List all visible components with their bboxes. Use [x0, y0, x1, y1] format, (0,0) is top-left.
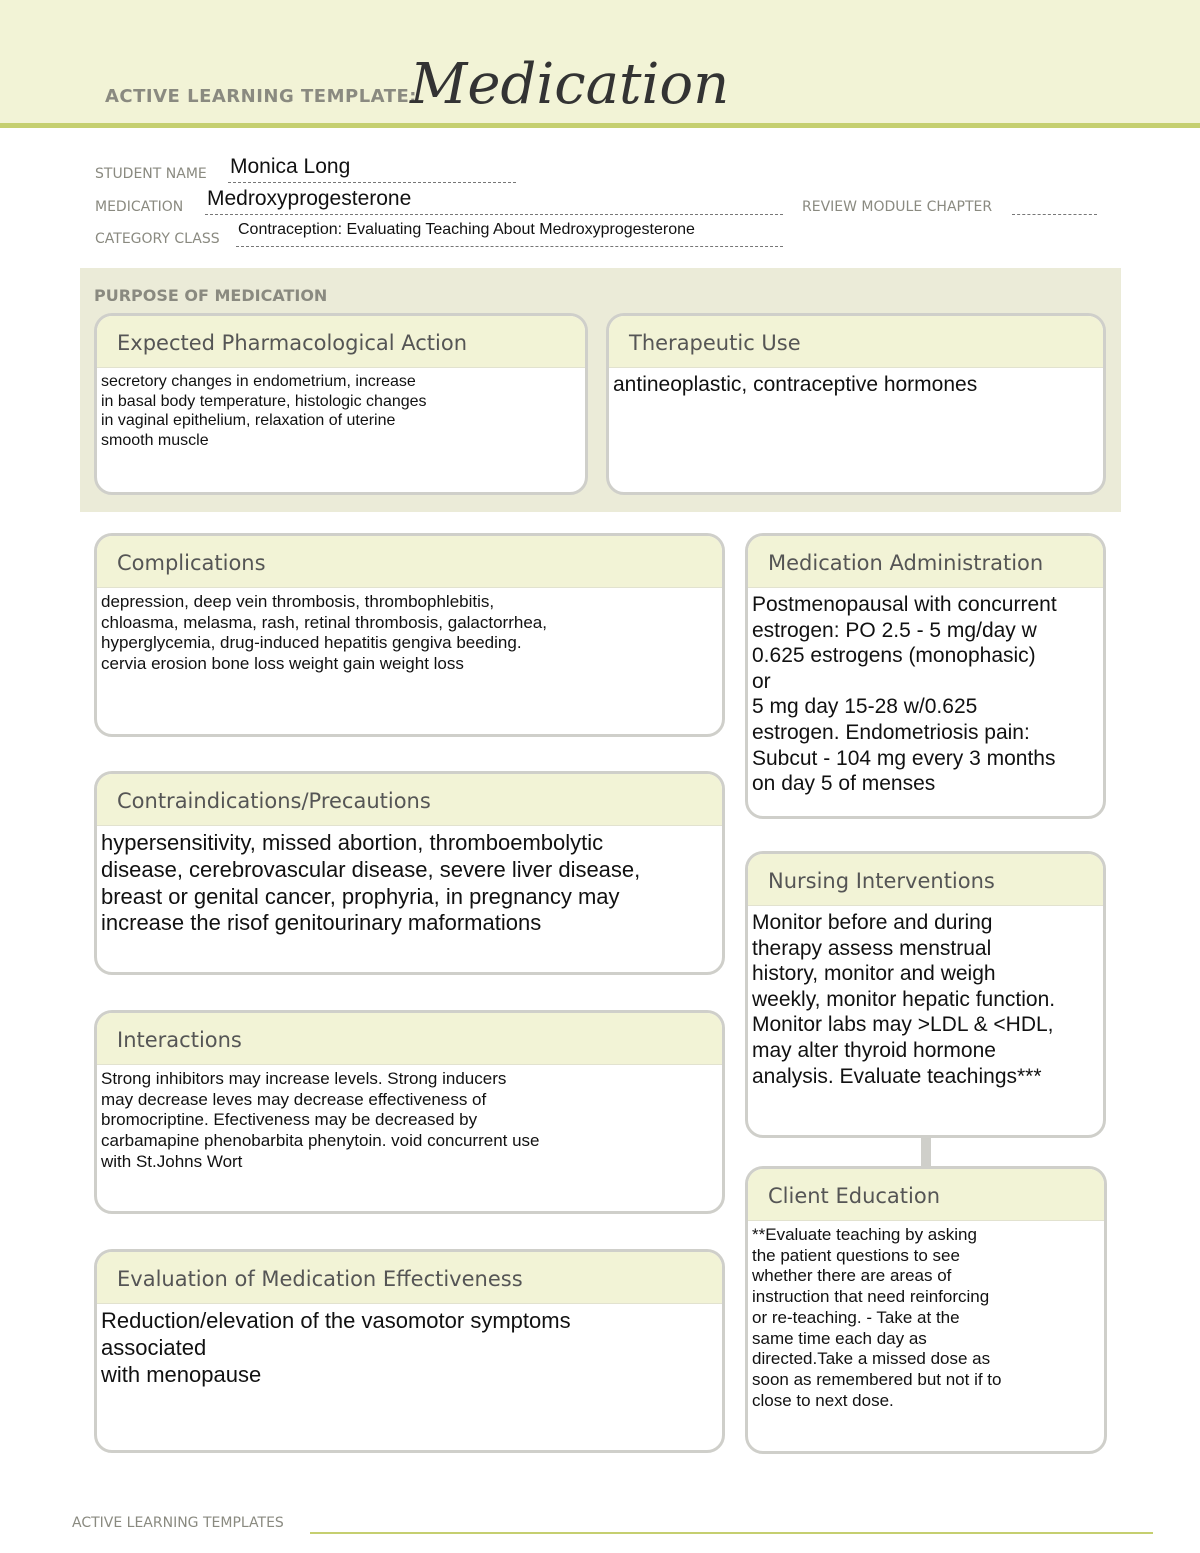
box-connector	[921, 1136, 931, 1168]
client-education-box	[745, 1166, 1107, 1454]
therapeutic-use-box	[606, 313, 1106, 495]
therapeutic-use-title: Therapeutic Use	[609, 316, 1103, 368]
interactions-box	[94, 1010, 725, 1214]
review-module-label: REVIEW MODULE CHAPTER	[802, 199, 993, 215]
category-class-label: CATEGORY CLASS	[95, 231, 220, 247]
evaluation-title: Evaluation of Medication Effectiveness	[97, 1252, 722, 1304]
administration-text[interactable]: Postmenopausal with concurrent estrogen: PO 2.5 - 5 mg/day w 0.625 estrogens (monophasic) or 5 mg day 15-28 w/0.625 estrogen. Endometriosis pain: Subcut - 104 mg every 3 months on day 5 of menses	[752, 593, 1057, 796]
student-name-label: STUDENT NAME	[95, 166, 207, 182]
expected-action-text[interactable]: secretory changes in endometrium, increase in basal body temperature, histologic changes in vaginal epithelium, relaxation of uterine smooth muscle	[101, 373, 427, 449]
template-title: Medication	[410, 52, 730, 117]
interactions-title: Interactions	[97, 1013, 722, 1065]
medication-label: MEDICATION	[95, 199, 184, 215]
client-education-text[interactable]: **Evaluate teaching by asking the patient questions to see whether there are areas of instruction that need reinforcing or re-teaching. - Take at the same time each day as directed.Take a missed dose as soon as remembered but not if to close to next dose.	[752, 1225, 1002, 1410]
interactions-text[interactable]: Strong inhibitors may increase levels. Strong inducers may decrease leves may decrease effectiveness of bromocriptine. Efectiveness may be decreased by carbamapine phenobarbita phenytoin. void concurrent use with St.Johns Wort	[101, 1069, 540, 1171]
header-rule	[0, 123, 1200, 128]
template-label: ACTIVE LEARNING TEMPLATE:	[105, 86, 417, 107]
medication-line	[205, 214, 783, 215]
contraindications-text[interactable]: hypersensitivity, missed abortion, thromboembolytic disease, cerebrovascular disease, severe liver disease, breast or genital cancer, prophyria, in pregnancy may increase the risof genitourinary maformations	[101, 830, 641, 936]
purpose-title: PURPOSE OF MEDICATION	[94, 286, 328, 305]
contraindications-title: Contraindications/Precautions	[97, 774, 722, 826]
administration-title: Medication Administration	[748, 536, 1103, 588]
footer-text: ACTIVE LEARNING TEMPLATES	[72, 1515, 284, 1531]
student-name-line	[228, 182, 516, 183]
therapeutic-use-text[interactable]: antineoplastic, contraceptive hormones	[613, 373, 978, 396]
category-class-line	[236, 246, 783, 247]
footer-rule	[310, 1532, 1153, 1534]
nursing-interventions-text[interactable]: Monitor before and during therapy assess menstrual history, monitor and weigh weekly, monitor hepatic function. Monitor labs may >LDL & <HDL, may alter thyroid hormone analysis. Evaluate teachings***	[752, 911, 1056, 1088]
category-class-field[interactable]: Contraception: Evaluating Teaching About Medroxyprogesterone	[238, 221, 695, 238]
nursing-interventions-box	[745, 851, 1106, 1138]
evaluation-text[interactable]: Reduction/elevation of the vasomotor symptoms associated with menopause	[101, 1308, 571, 1387]
expected-action-box	[94, 313, 588, 495]
contraindications-box	[94, 771, 725, 975]
complications-text[interactable]: depression, deep vein thrombosis, thrombophlebitis, chloasma, melasma, rash, retinal thrombosis, galactorrhea, hyperglycemia, drug-induced hepatitis gengiva beeding. cervia erosion bone loss weight gain weight loss	[101, 592, 547, 674]
student-name-field[interactable]: Monica Long	[230, 155, 351, 178]
review-module-field[interactable]	[1012, 214, 1097, 215]
client-education-title: Client Education	[748, 1169, 1104, 1221]
complications-title: Complications	[97, 536, 722, 588]
medication-field[interactable]: Medroxyprogesterone	[207, 187, 412, 210]
complications-box	[94, 533, 725, 737]
evaluation-box	[94, 1249, 725, 1453]
expected-action-title: Expected Pharmacological Action	[97, 316, 585, 368]
nursing-interventions-title: Nursing Interventions	[748, 854, 1103, 906]
administration-box	[745, 533, 1106, 819]
